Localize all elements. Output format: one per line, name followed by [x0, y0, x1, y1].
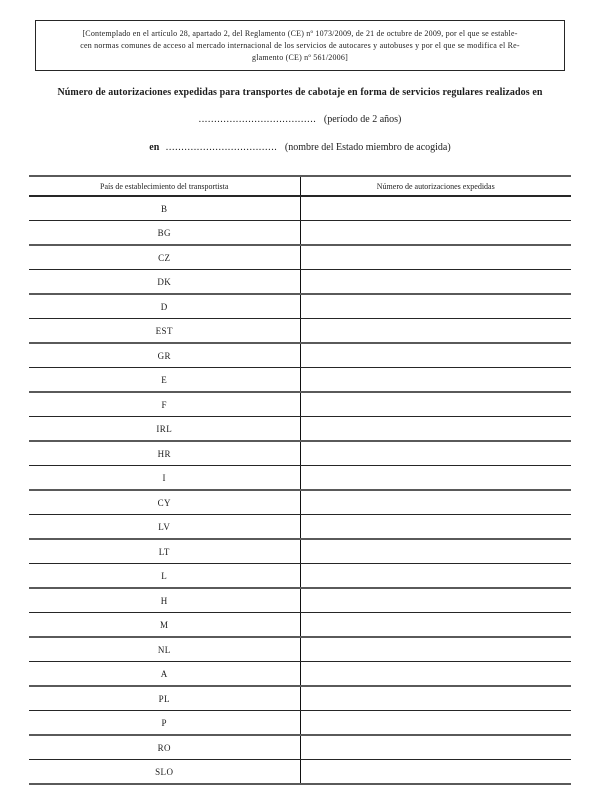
- authorizations-value-cell: [300, 662, 571, 687]
- authorizations-value-cell: [300, 490, 571, 515]
- authorizations-value-cell: [300, 270, 571, 295]
- host-state-prefix: en: [149, 142, 160, 153]
- authorizations-value-cell: [300, 515, 571, 540]
- table-row: [29, 613, 571, 638]
- table-row: [29, 637, 571, 662]
- country-code-cell: PL: [29, 686, 300, 711]
- host-state-line: [0, 141, 600, 154]
- country-code-cell: LV: [29, 515, 300, 540]
- table-row: [29, 760, 571, 785]
- country-code-cell: HR: [29, 441, 300, 466]
- regulation-reference-line-3: glamento (CE) nº 561/2006]: [252, 53, 348, 62]
- table-row: [29, 588, 571, 613]
- table-row: [29, 368, 571, 393]
- country-code-cell: BG: [29, 221, 300, 246]
- table-row: [29, 711, 571, 736]
- period-label: (período de 2 años): [323, 114, 402, 125]
- country-code-cell: A: [29, 662, 300, 687]
- authorizations-value-cell: [300, 245, 571, 270]
- table-row: [29, 441, 571, 466]
- country-code-cell: CY: [29, 490, 300, 515]
- authorizations-value-cell: [300, 711, 571, 736]
- authorizations-value-cell: [300, 588, 571, 613]
- authorizations-value-cell: [300, 466, 571, 491]
- authorizations-value-cell: [300, 637, 571, 662]
- country-code-cell: F: [29, 392, 300, 417]
- country-code-cell: P: [29, 711, 300, 736]
- table-row: [29, 466, 571, 491]
- country-code-cell: IRL: [29, 417, 300, 442]
- authorizations-value-cell: [300, 196, 571, 221]
- table-row: [29, 245, 571, 270]
- period-line: [0, 113, 600, 126]
- regulation-reference-line-2: cen normas comunes de acceso al mercado internacional de los servicios de autocares y autobuses y por el que se modifica el Re-: [80, 41, 520, 50]
- form-title: Número de autorizaciones expedidas para transportes de cabotaje en forma de servicios regulares realizados en: [57, 87, 543, 98]
- regulation-reference-line-1: [Contemplado en el artículo 28, apartado 2, del Reglamento (CE) nº 1073/2009, de 21 de octubre de 2009, por el que se estable-: [82, 29, 518, 38]
- country-code-cell: NL: [29, 637, 300, 662]
- country-code-cell: D: [29, 294, 300, 319]
- table-row: [29, 221, 571, 246]
- authorizations-value-cell: [300, 368, 571, 393]
- country-code-cell: L: [29, 564, 300, 589]
- country-code-cell: RO: [29, 735, 300, 760]
- column-header-authorizations: Número de autorizaciones expedidas: [300, 176, 571, 196]
- authorizations-value-cell: [300, 539, 571, 564]
- table-row: [29, 735, 571, 760]
- table-row: [29, 686, 571, 711]
- table-row: [29, 490, 571, 515]
- country-code-cell: B: [29, 196, 300, 221]
- column-header-country: País de establecimiento del transportista: [29, 176, 300, 196]
- authorizations-value-cell: [300, 417, 571, 442]
- country-code-cell: LT: [29, 539, 300, 564]
- authorizations-value-cell: [300, 392, 571, 417]
- authorizations-value-cell: [300, 441, 571, 466]
- authorizations-value-cell: [300, 613, 571, 638]
- regulation-reference-box: [35, 20, 565, 71]
- host-state-blank: ....................................: [165, 142, 278, 153]
- table-row: [29, 417, 571, 442]
- table-row: [29, 662, 571, 687]
- country-code-cell: H: [29, 588, 300, 613]
- table-header-row: [29, 176, 571, 196]
- table-row: [29, 539, 571, 564]
- authorizations-value-cell: [300, 319, 571, 344]
- country-code-cell: E: [29, 368, 300, 393]
- authorizations-table: [29, 175, 571, 785]
- country-code-cell: DK: [29, 270, 300, 295]
- country-code-cell: SLO: [155, 766, 174, 777]
- country-code-cell: GR: [29, 343, 300, 368]
- table-row: [29, 343, 571, 368]
- table-row: [29, 564, 571, 589]
- host-state-label: (nombre del Estado miembro de acogida): [284, 142, 451, 153]
- country-code-cell: EST: [29, 319, 300, 344]
- table-row: [29, 392, 571, 417]
- authorizations-value-cell: [300, 760, 571, 785]
- country-code-cell: CZ: [29, 245, 300, 270]
- country-table-body: [29, 196, 571, 784]
- table-row: [29, 196, 571, 221]
- country-code-cell: M: [29, 613, 300, 638]
- authorizations-value-cell: [300, 564, 571, 589]
- country-code-cell: I: [29, 466, 300, 491]
- authorizations-value-cell: [300, 343, 571, 368]
- authorizations-value-cell: [300, 686, 571, 711]
- authorizations-value-cell: [300, 294, 571, 319]
- authorizations-value-cell: [300, 221, 571, 246]
- table-row: [29, 319, 571, 344]
- period-blank: ......................................: [198, 114, 317, 125]
- table-row: [29, 515, 571, 540]
- table-row: [29, 294, 571, 319]
- table-row: [29, 270, 571, 295]
- authorizations-value-cell: [300, 735, 571, 760]
